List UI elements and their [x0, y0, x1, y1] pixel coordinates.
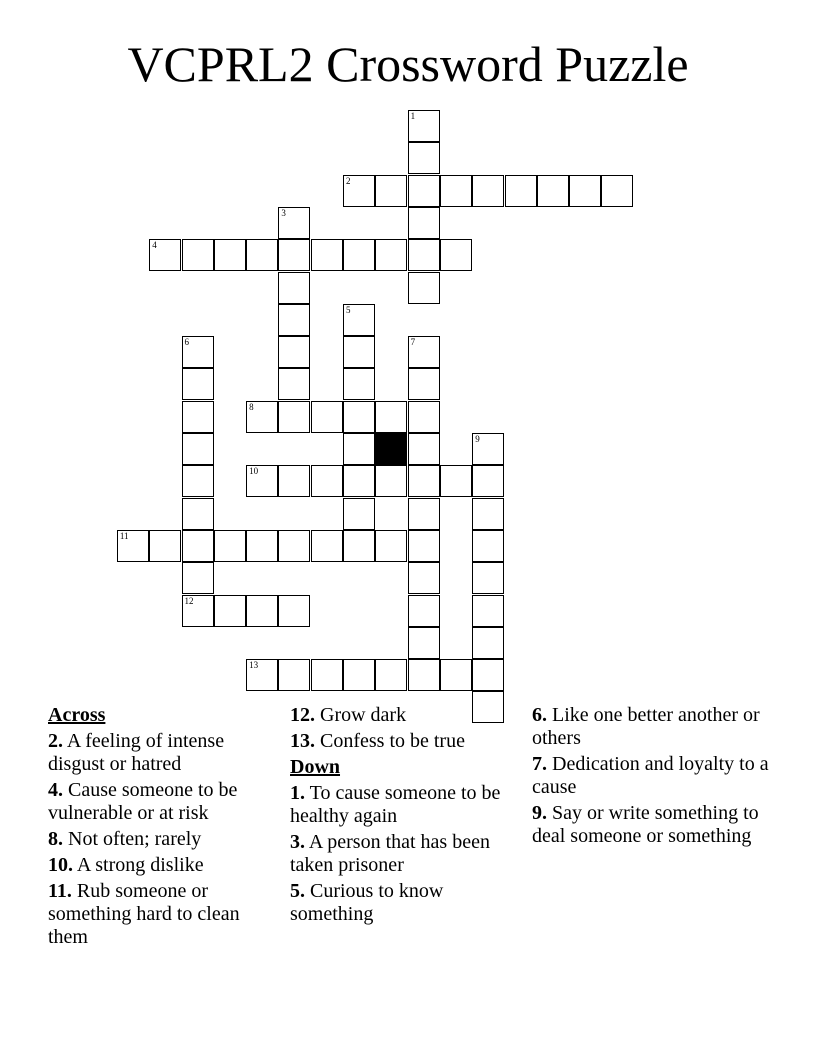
cell-number: 2	[346, 175, 351, 186]
clue-text: Rub someone or something hard to clean them	[48, 880, 240, 948]
clue-text: Curious to know something	[290, 880, 444, 925]
grid-cell[interactable]	[408, 368, 440, 400]
clue-text: To cause someone to be healthy again	[290, 782, 501, 827]
grid-cell[interactable]	[246, 595, 278, 627]
grid-cell[interactable]	[278, 207, 310, 239]
clue-down-5	[290, 880, 526, 926]
grid-cell[interactable]	[408, 142, 440, 174]
grid-cell[interactable]	[343, 498, 375, 530]
grid-cell[interactable]	[278, 401, 310, 433]
grid-cell[interactable]	[537, 175, 569, 207]
grid-cell[interactable]	[375, 530, 407, 562]
clue-number: 12.	[290, 704, 315, 726]
clue-across-10	[48, 854, 284, 877]
grid-cell[interactable]	[343, 659, 375, 691]
grid-cell[interactable]	[408, 401, 440, 433]
clue-number: 2.	[48, 730, 63, 752]
clue-text: Grow dark	[320, 704, 407, 726]
grid-cell[interactable]	[408, 562, 440, 594]
grid-cell[interactable]	[182, 368, 214, 400]
grid-cell[interactable]	[601, 175, 633, 207]
grid-cell[interactable]	[343, 465, 375, 497]
grid-cell[interactable]	[182, 336, 214, 368]
cell-number: 1	[410, 111, 416, 121]
grid-cell[interactable]	[214, 239, 246, 271]
grid-cell[interactable]	[375, 659, 407, 691]
clue-down-6	[532, 704, 772, 750]
cell-number: 6	[184, 337, 189, 348]
clue-down-9	[532, 802, 772, 848]
grid-cell[interactable]	[472, 627, 504, 659]
grid-cell[interactable]	[311, 465, 343, 497]
clue-across-13	[290, 730, 526, 753]
grid-cell[interactable]	[440, 239, 472, 271]
grid-cell[interactable]	[278, 239, 310, 271]
grid-cell[interactable]	[182, 595, 214, 627]
grid-cell[interactable]	[278, 659, 310, 691]
grid-cell[interactable]	[472, 562, 504, 594]
grid-cell[interactable]	[311, 401, 343, 433]
clue-number: 9.	[532, 802, 547, 824]
clue-text: Not often; rarely	[68, 828, 202, 850]
grid-cell[interactable]	[214, 530, 246, 562]
clue-text: A person that has been taken prisoner	[290, 831, 490, 876]
grid-cell[interactable]	[440, 659, 472, 691]
clues-column-1	[48, 704, 284, 952]
clue-number: 6.	[532, 704, 547, 726]
grid-cell[interactable]	[375, 465, 407, 497]
grid-cell[interactable]	[182, 433, 214, 465]
grid-cell[interactable]	[311, 530, 343, 562]
cell-number: 7	[410, 337, 416, 348]
grid-cell[interactable]	[246, 659, 278, 691]
clue-number: 1.	[290, 782, 305, 804]
grid-cell[interactable]	[440, 465, 472, 497]
clue-down-1	[290, 782, 526, 828]
grid-cell[interactable]	[343, 175, 375, 207]
clue-text: Say or write something to deal someone or something	[532, 802, 759, 847]
grid-cell[interactable]	[246, 530, 278, 562]
clue-down-3	[290, 831, 526, 877]
clue-text: Dedication and loyalty to a cause	[532, 753, 769, 798]
clue-across-2	[48, 730, 284, 776]
grid-cell[interactable]	[408, 465, 440, 497]
grid-cell[interactable]	[182, 239, 214, 271]
grid-cell[interactable]	[472, 433, 504, 465]
grid-cell[interactable]	[408, 498, 440, 530]
grid-cell[interactable]	[149, 530, 181, 562]
grid-cell[interactable]	[278, 595, 310, 627]
grid-cell[interactable]	[343, 239, 375, 271]
clues-column-3	[532, 704, 772, 851]
clue-text: A feeling of intense disgust or hatred	[48, 730, 225, 775]
grid-cell[interactable]	[149, 239, 181, 271]
grid-cell[interactable]	[472, 659, 504, 691]
grid-cell[interactable]	[408, 336, 440, 368]
grid-cell[interactable]	[472, 530, 504, 562]
grid-cell[interactable]	[343, 304, 375, 336]
grid-cell[interactable]	[408, 239, 440, 271]
cell-number: 8	[249, 401, 254, 412]
grid-cell[interactable]	[182, 530, 214, 562]
grid-cell[interactable]	[408, 272, 440, 304]
clues-column-2	[290, 704, 526, 929]
clue-number: 5.	[290, 880, 305, 902]
across-heading: Across	[48, 704, 106, 726]
clue-across-8	[48, 828, 284, 851]
grid-cell[interactable]	[182, 401, 214, 433]
grid-cell[interactable]	[408, 110, 440, 142]
clue-text: Cause someone to be vulnerable or at risk	[48, 779, 238, 824]
clue-text: Like one better another or others	[532, 704, 760, 749]
grid-cell[interactable]	[278, 272, 310, 304]
grid-cell[interactable]	[569, 175, 601, 207]
grid-cell[interactable]	[440, 175, 472, 207]
clue-across-11	[48, 880, 284, 949]
page-title: VCPRL2 Crossword Puzzle	[127, 36, 689, 92]
clue-text: Confess to be true	[320, 730, 465, 752]
grid-cell[interactable]	[214, 595, 246, 627]
grid-cell[interactable]	[343, 433, 375, 465]
grid-cell[interactable]	[472, 595, 504, 627]
clue-across-12	[290, 704, 526, 727]
clue-number: 8.	[48, 828, 63, 850]
grid-cell[interactable]	[472, 498, 504, 530]
cell-number: 13	[249, 660, 259, 671]
grid-cell[interactable]	[505, 175, 537, 207]
clue-across-4	[48, 779, 284, 825]
clue-number: 13.	[290, 730, 315, 752]
clue-number: 4.	[48, 779, 63, 801]
grid-cell[interactable]	[278, 368, 310, 400]
cell-number: 3	[281, 207, 286, 218]
grid-cell[interactable]	[343, 401, 375, 433]
grid-cell[interactable]	[311, 239, 343, 271]
grid-cell[interactable]	[408, 595, 440, 627]
grid-cell[interactable]	[408, 530, 440, 562]
grid-cell[interactable]	[343, 368, 375, 400]
clue-number: 10.	[48, 854, 73, 876]
clue-number: 11.	[48, 880, 72, 902]
grid-cell[interactable]	[408, 659, 440, 691]
grid-cell[interactable]	[278, 530, 310, 562]
grid-cell[interactable]	[408, 627, 440, 659]
black-cell	[375, 433, 407, 465]
cell-number: 5	[346, 304, 351, 315]
grid-cell[interactable]	[278, 336, 310, 368]
grid-cell[interactable]	[182, 498, 214, 530]
grid-cell[interactable]	[472, 465, 504, 497]
grid-cell[interactable]	[246, 465, 278, 497]
grid-cell[interactable]	[472, 175, 504, 207]
cell-number: 10	[249, 466, 259, 477]
clue-text: A strong dislike	[76, 854, 204, 876]
cell-number: 9	[475, 434, 480, 444]
grid-cell[interactable]	[343, 530, 375, 562]
grid-cell[interactable]	[375, 175, 407, 207]
grid-cell[interactable]	[182, 562, 214, 594]
grid-cell[interactable]	[246, 239, 278, 271]
clue-down-7	[532, 753, 772, 799]
grid-cell[interactable]	[278, 465, 310, 497]
grid-cell[interactable]	[278, 304, 310, 336]
cell-number: 12	[184, 595, 194, 606]
cell-number: 11	[119, 530, 129, 541]
clue-number: 7.	[532, 753, 547, 775]
grid-cell[interactable]	[408, 207, 440, 239]
clue-number: 3.	[290, 831, 305, 853]
grid-cell[interactable]	[182, 465, 214, 497]
grid-cell[interactable]	[343, 336, 375, 368]
cell-number: 4	[152, 240, 157, 251]
grid-cell[interactable]	[311, 659, 343, 691]
grid-cell[interactable]	[117, 530, 149, 562]
grid-cell[interactable]	[375, 239, 407, 271]
grid-cell[interactable]	[246, 401, 278, 433]
grid-cell[interactable]	[408, 175, 440, 207]
grid-cell[interactable]	[408, 433, 440, 465]
grid-cell[interactable]	[375, 401, 407, 433]
down-heading: Down	[290, 756, 341, 778]
